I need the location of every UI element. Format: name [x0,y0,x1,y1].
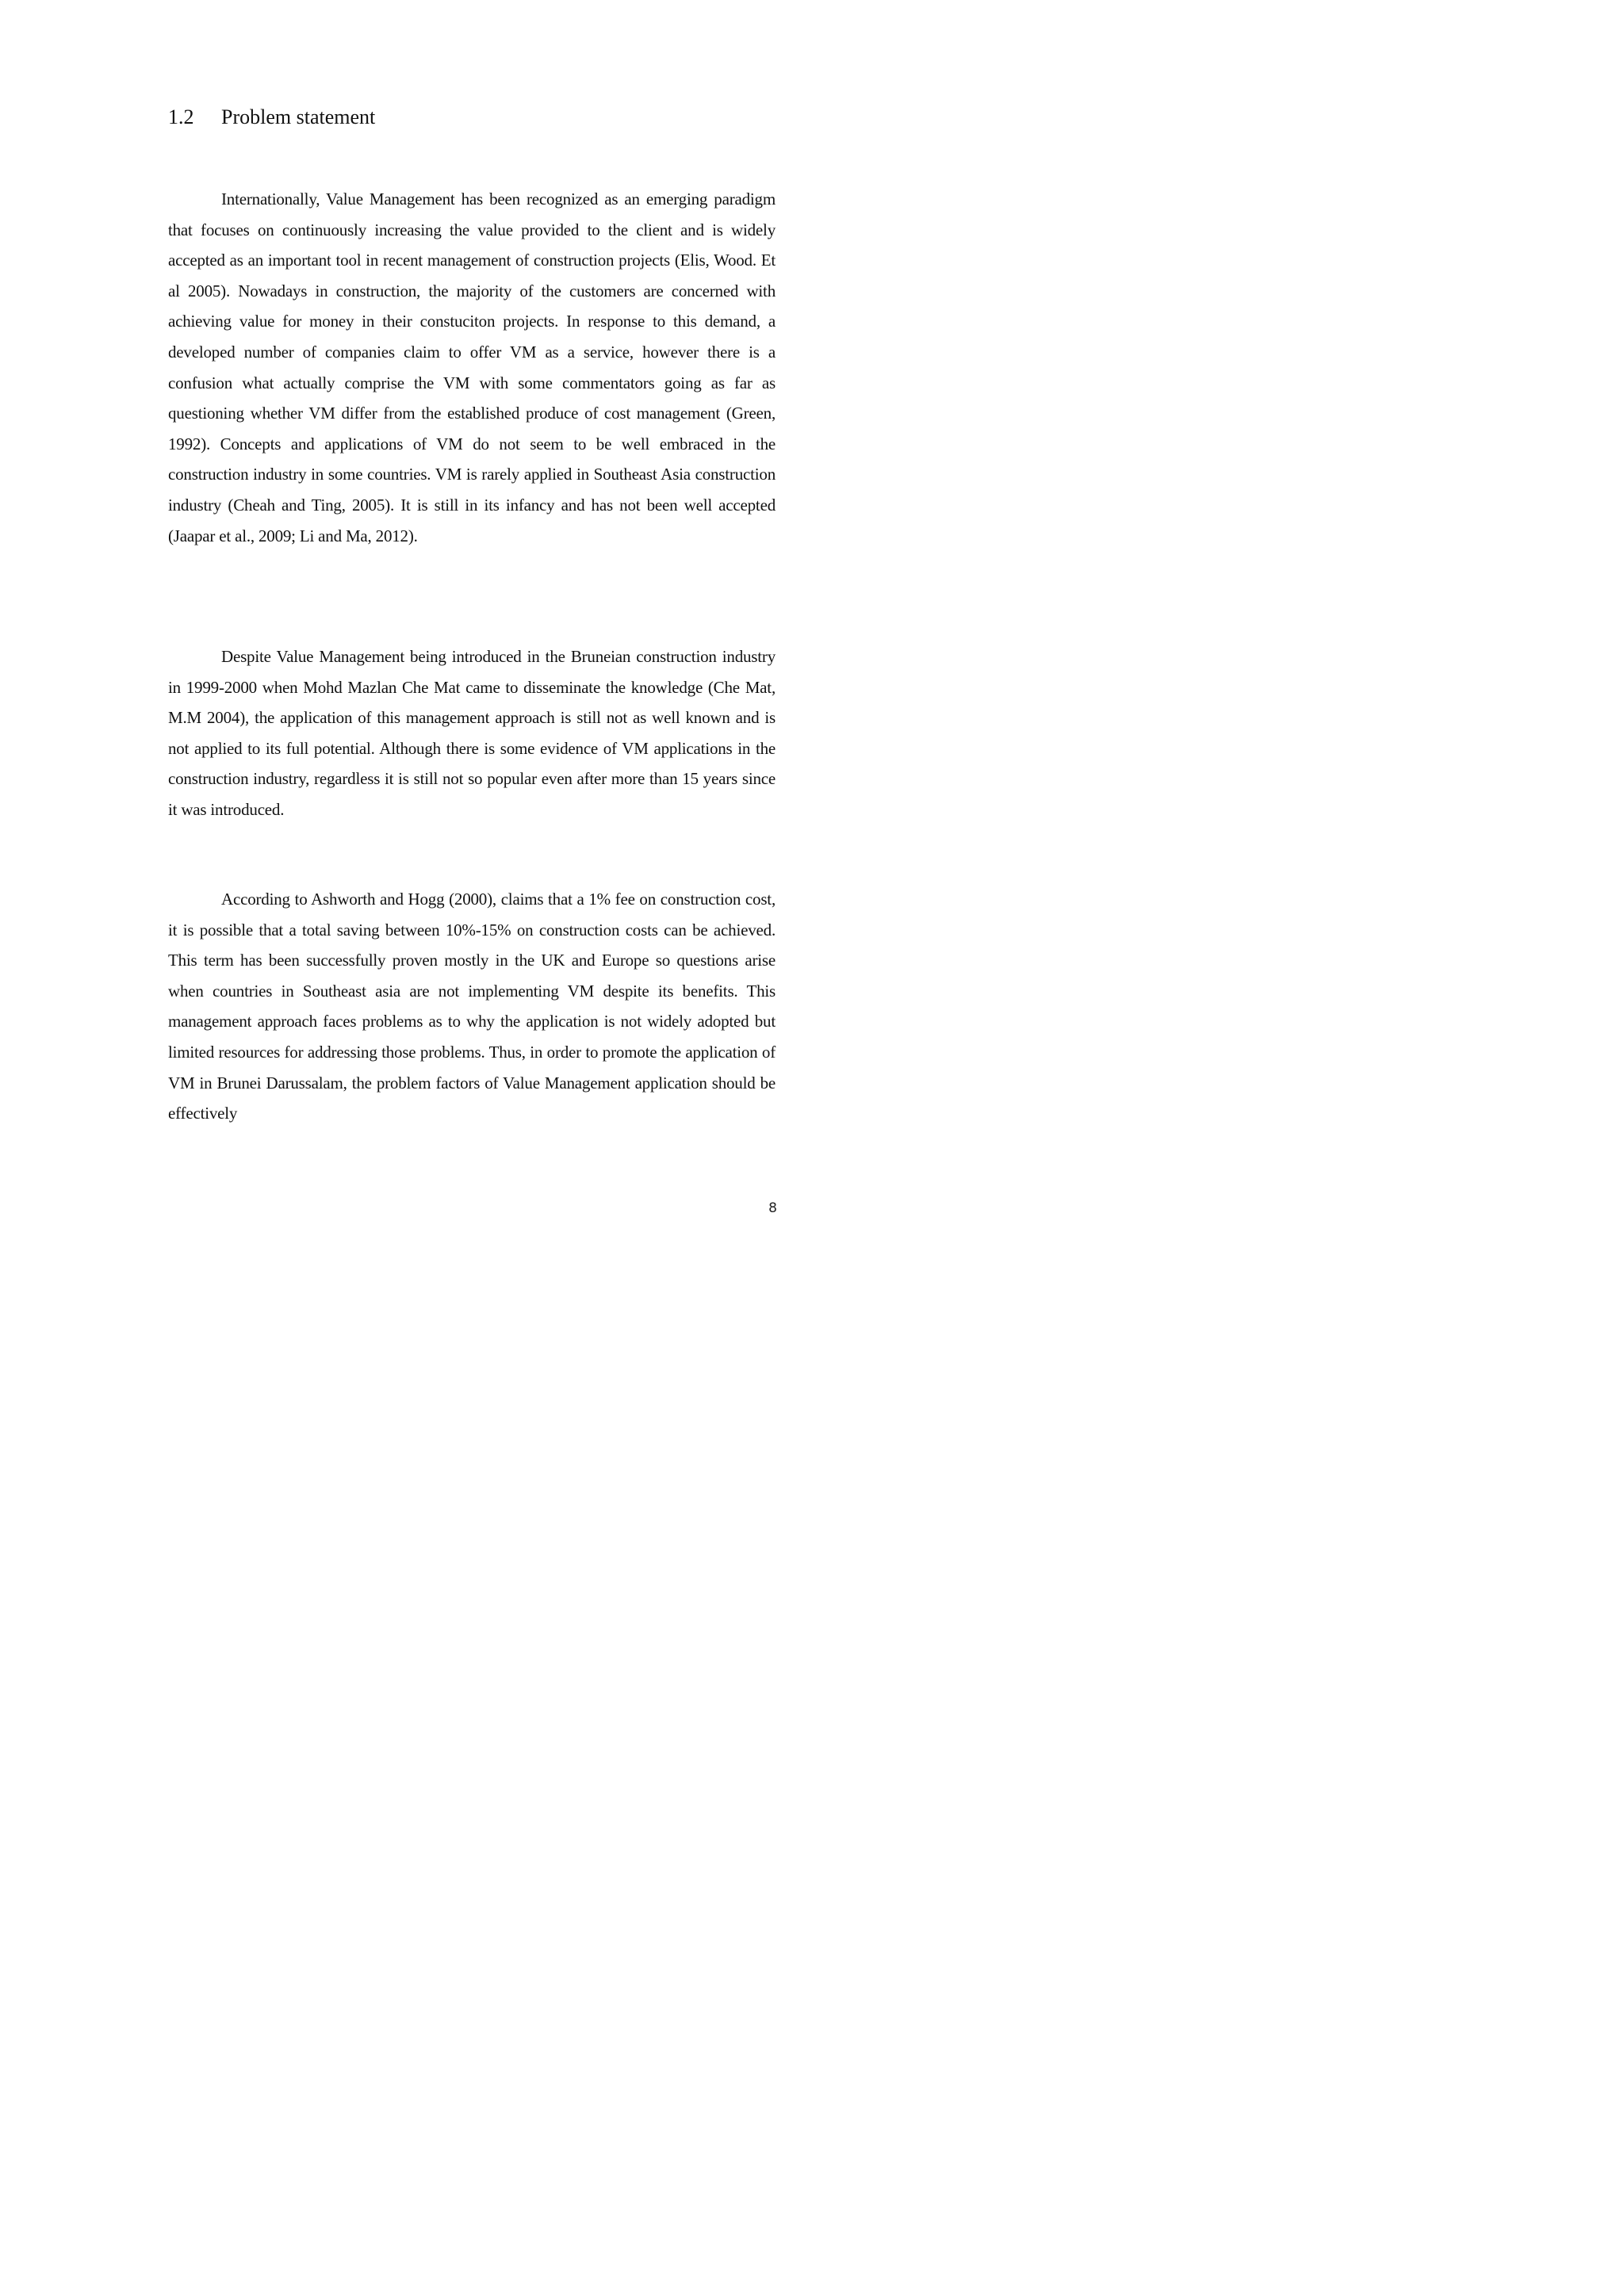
section-title: Problem statement [221,105,376,128]
paragraph-value-management-savings: According to Ashworth and Hogg (2000), claims that a 1% fee on construction cost, it is possible that a total saving between 10%-15% on construction costs can be achieved. This term has been successfully proven mostly in the UK and Europe so questions arise when countries in Southeast asia are not implementing VM despite its benefits. This management approach faces problems as to why the application is not widely adopted but limited resources for addressing those problems. Thus, in order to promote the application of VM in Brunei Darussalam, the problem factors of Value Management application should be effectively [168,890,776,1123]
document-page [0,0,879,1242]
paragraph-value-management-international: Internationally, Value Management has been recognized as an emerging paradigm that focuses on continuously increasing the value provided to the client and is widely accepted as an important tool in recent management of construction projects (Elis, Wood. Et al 2005). Nowadays in construction, the majority of the customers are concerned with achieving value for money in their constuciton projects. In response to this demand, a developed number of companies claim to offer VM as a service, however there is a confusion what actually comprise the VM with some commentators going as far as questioning whether VM differ from the established produce of cost management (Green, 1992). Concepts and applications of VM do not seem to be well embraced in the construction industry in some countries. VM is rarely applied in Southeast Asia construction industry (Cheah and Ting, 2005). It is still in its infancy and has not been well accepted (Jaapar et al., 2009; Li and Ma, 2012). [168,189,776,545]
section-heading [168,101,375,133]
section-number: 1.2 [168,105,194,128]
paragraph-value-management-brunei: Despite Value Management being introduced in the Bruneian construction industry in 1999-2000 when Mohd Mazlan Che Mat came to disseminate the knowledge (Che Mat, M.M 2004), the application of this management approach is still not as well known and is not applied to its full potential. Although there is some evidence of VM applications in the construction industry, regardless it is still not so popular even after more than 15 years since it was introduced. [168,647,776,819]
page-number: 8 [768,1200,777,1216]
